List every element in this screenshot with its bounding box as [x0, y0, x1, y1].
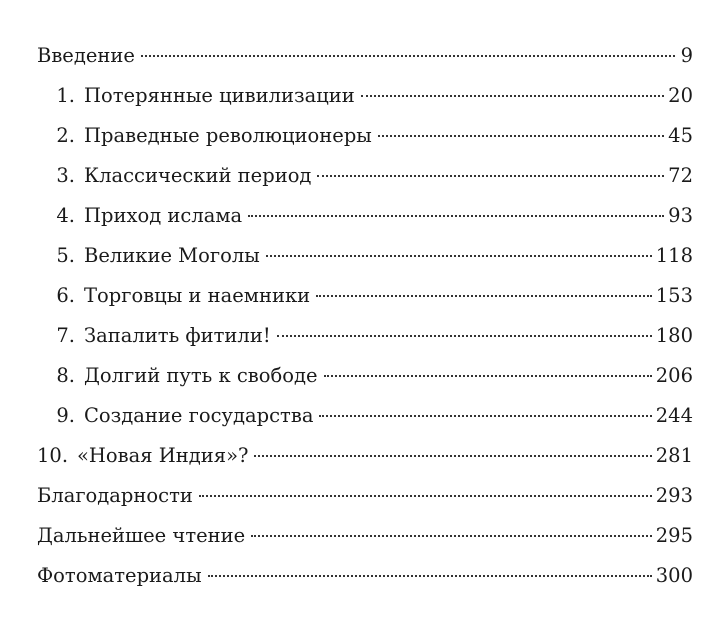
toc-entry-chapter-1[interactable] — [37, 76, 693, 116]
chapter-number: 8. — [56, 364, 75, 387]
toc-entry-chapter-7[interactable] — [37, 316, 693, 356]
entry-title: Введение — [37, 44, 135, 67]
toc-entry-acknowledgements[interactable] — [37, 476, 693, 516]
page-number: 295 — [655, 524, 693, 547]
dot-leader — [266, 255, 652, 257]
page-number: 293 — [655, 484, 693, 507]
toc-entry-chapter-8[interactable] — [37, 356, 693, 396]
entry-title: Приход ислама — [84, 204, 243, 227]
page-number: 153 — [655, 284, 693, 307]
table-of-contents — [37, 36, 693, 596]
chapter-number: 7. — [56, 324, 75, 347]
toc-entry-chapter-9[interactable] — [37, 396, 693, 436]
dot-leader — [141, 55, 675, 57]
entry-title: Запалить фитили! — [84, 324, 271, 347]
toc-entry-chapter-2[interactable] — [37, 116, 693, 156]
entry-title: Праведные революционеры — [84, 124, 372, 147]
page-number: 93 — [668, 204, 693, 227]
page-number: 72 — [668, 164, 693, 187]
page-number: 281 — [655, 444, 693, 467]
entry-title: «Новая Индия»? — [77, 444, 249, 467]
chapter-number: 6. — [56, 284, 75, 307]
entry-title: Фотоматериалы — [37, 564, 202, 587]
page-number: 206 — [655, 364, 693, 387]
dot-leader — [208, 575, 652, 577]
chapter-number: 5. — [56, 244, 75, 267]
chapter-number: 9. — [56, 404, 75, 427]
dot-leader — [251, 535, 652, 537]
entry-title: Долгий путь к свободе — [84, 364, 318, 387]
toc-entry-chapter-5[interactable] — [37, 236, 693, 276]
chapter-number: 1. — [56, 84, 75, 107]
toc-entry-chapter-3[interactable] — [37, 156, 693, 196]
page-number: 45 — [668, 124, 693, 147]
dot-leader — [317, 175, 664, 177]
dot-leader — [361, 95, 664, 97]
toc-entry-introduction[interactable] — [37, 36, 693, 76]
chapter-number: 4. — [56, 204, 75, 227]
entry-title: Создание государства — [84, 404, 314, 427]
entry-title: Потерянные цивилизации — [84, 84, 355, 107]
page-number: 118 — [655, 244, 693, 267]
entry-title: Торговцы и наемники — [84, 284, 311, 307]
dot-leader — [248, 215, 664, 217]
page-number: 9 — [680, 44, 693, 67]
dot-leader — [199, 495, 652, 497]
toc-entry-chapter-4[interactable] — [37, 196, 693, 236]
page-number: 300 — [655, 564, 693, 587]
page-number: 180 — [655, 324, 693, 347]
entry-title: Благодарности — [37, 484, 193, 507]
dot-leader — [378, 135, 664, 137]
toc-entry-chapter-10[interactable] — [37, 436, 693, 476]
dot-leader — [316, 295, 652, 297]
entry-title: Великие Моголы — [84, 244, 260, 267]
page-number: 20 — [668, 84, 693, 107]
chapter-number: 2. — [56, 124, 75, 147]
toc-entry-chapter-6[interactable] — [37, 276, 693, 316]
dot-leader — [319, 415, 651, 417]
dot-leader — [324, 375, 652, 377]
chapter-number: 3. — [56, 164, 75, 187]
toc-entry-photo-materials[interactable] — [37, 556, 693, 596]
dot-leader — [277, 335, 652, 337]
entry-title: Дальнейшее чтение — [37, 524, 246, 547]
page-number: 244 — [655, 404, 693, 427]
chapter-number: 10. — [37, 444, 69, 467]
dot-leader — [254, 455, 651, 457]
entry-title: Классический период — [84, 164, 312, 187]
toc-entry-further-reading[interactable] — [37, 516, 693, 556]
